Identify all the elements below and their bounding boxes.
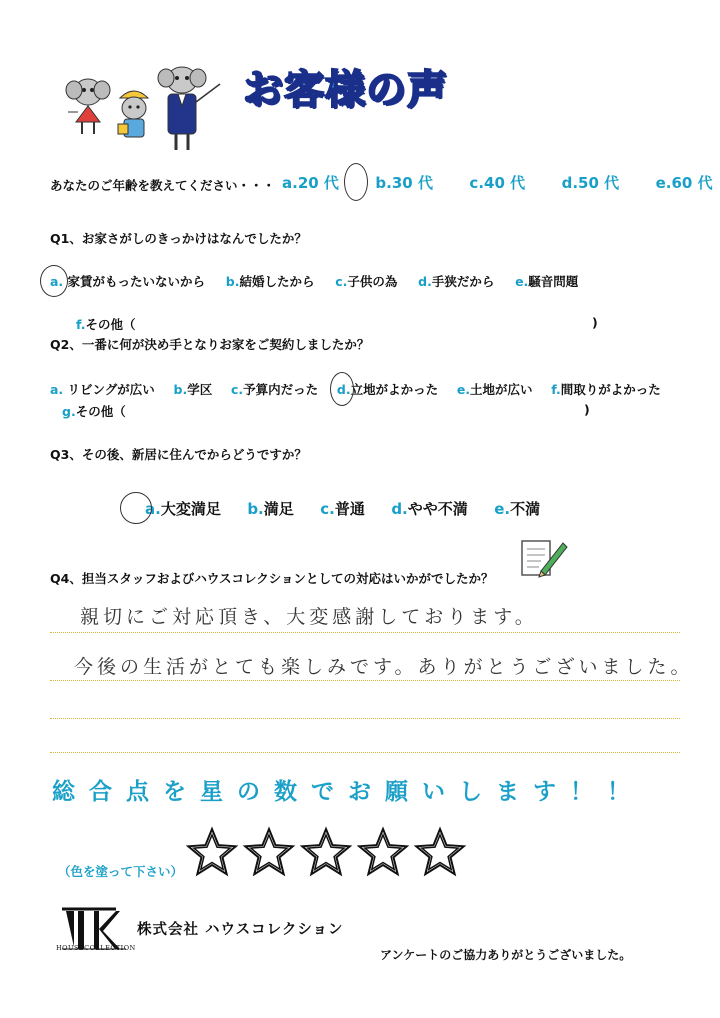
mascot-child [118, 91, 148, 137]
page-title: お客様の声 [243, 67, 448, 113]
q2-option-a[interactable]: a. リビングが広い [50, 382, 155, 397]
age-option-e[interactable]: e.60 代 [655, 174, 713, 192]
q1-option-c[interactable]: c.子供の為 [335, 274, 398, 289]
q2-option-f[interactable]: f.間取りがよかった [551, 382, 661, 397]
q1-option-d[interactable]: d.手狭だから [418, 274, 495, 289]
q2-option-g[interactable]: g.その他（ [62, 404, 126, 419]
q3-selection-circle [120, 492, 152, 524]
q2-option-c[interactable]: c.予算内だった [230, 382, 319, 397]
mascot-illustration [60, 62, 230, 162]
q3-question: Q3、その後、新居に住んでからどうですか？ [50, 447, 307, 462]
q3-option-a[interactable]: a.大変満足 [145, 500, 221, 518]
logo-subtext: HOUSECOLLECTION [56, 944, 136, 952]
answer-dotted-line [50, 680, 680, 681]
answer-dotted-line [50, 718, 680, 719]
age-option-b[interactable]: b.30 代 [375, 174, 433, 192]
memo-pencil-icon [519, 535, 569, 581]
q4-answer-line-1: 親切にご対応頂き、大変感謝しております。 [80, 606, 538, 628]
answer-dotted-line [50, 632, 680, 633]
rating-stars [186, 824, 476, 880]
q1-option-a[interactable]: a. 家賃がもったいないから [50, 274, 206, 289]
answer-dotted-line [50, 752, 680, 753]
q3-option-d[interactable]: d.やや不満 [391, 500, 468, 518]
rating-banner: 総合点を星の数でお願いします！！ [52, 779, 644, 805]
company-name: 株式会社 ハウスコレクション [137, 921, 344, 938]
q2-option-b[interactable]: b.学区 [173, 382, 213, 397]
q2-option-e[interactable]: e.土地が広い [456, 382, 533, 397]
q2-question: Q2、一番に何が決め手となりお家をご契約しましたか？ [50, 337, 370, 352]
q2-option-d[interactable]: d.立地がよかった [336, 382, 439, 397]
q1-selection-circle [40, 265, 68, 297]
q1-option-f[interactable]: f.その他（ [76, 317, 136, 332]
q2-options [50, 380, 661, 398]
age-selection-circle [344, 163, 368, 201]
q1-option-b[interactable]: b.結婚したから [225, 274, 315, 289]
age-option-a[interactable]: a.20 代 [282, 174, 339, 192]
q3-options [145, 498, 540, 519]
q4-answer-line-2: 今後の生活がとても楽しみです。ありがとうございました。 [74, 656, 694, 678]
q4-question: Q4、担当スタッフおよびハウスコレクションとしての対応はいかがでしたか？ [50, 571, 494, 586]
q1-question: Q1、お家さがしのきっかけはなんでしたか？ [50, 231, 307, 246]
q3-option-e[interactable]: e.不満 [494, 500, 541, 518]
q3-option-c[interactable]: c.普通 [320, 500, 365, 518]
mascot-teacher [158, 67, 220, 150]
q1-option-f-close: ) [592, 315, 598, 330]
age-option-d[interactable]: d.50 代 [561, 174, 620, 192]
age-option-c[interactable]: c.40 代 [469, 174, 526, 192]
q3-option-b[interactable]: b.満足 [247, 500, 294, 518]
age-question: あなたのご年齢を教えてください・・・ [50, 178, 276, 193]
q2-selection-circle [330, 372, 354, 406]
q2-option-g-close: ) [584, 402, 590, 417]
q1-options [50, 272, 578, 290]
mascot-girl [66, 79, 110, 134]
q1-option-e[interactable]: e.騒音問題 [515, 274, 579, 289]
thanks-message: アンケートのご協力ありがとうございました。 [380, 948, 632, 962]
rating-note: （色を塗って下さい） [58, 864, 184, 879]
